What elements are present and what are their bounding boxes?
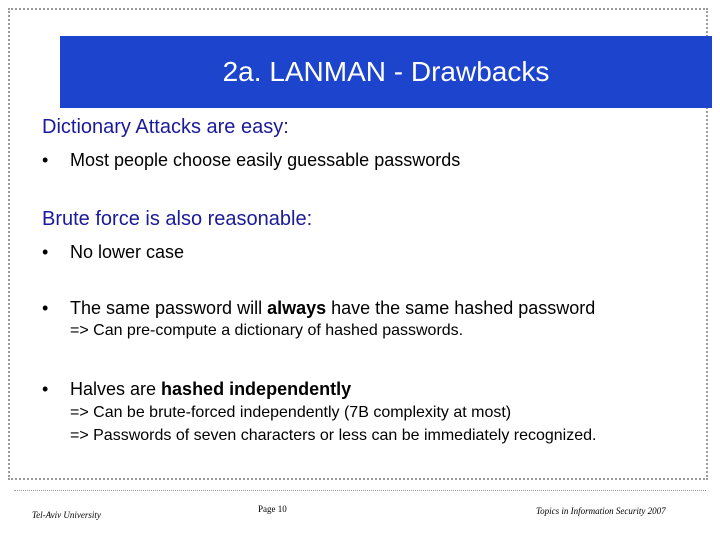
bullet-guessable-passwords [42,150,460,171]
section-heading-brute-force: Brute force is also reasonable: [42,208,313,230]
section-heading-dictionary: Dictionary Attacks are easy: [42,116,289,138]
bullet-dot: • [42,379,49,399]
bullet-text: Halves are [70,379,162,399]
footer-divider [14,490,706,491]
title-bar [60,36,712,108]
bullet-text: The same password will [70,298,268,318]
bullet-text: Most people choose easily guessable passwords [70,150,461,170]
sub-point-seven-chars: => Passwords of seven characters or less can be immediately recognized. [70,427,597,444]
bullet-emphasis: always [267,298,327,318]
bullet-no-lower-case [42,242,184,263]
bullet-halves-independent [42,379,351,400]
bullet-same-hash [42,298,595,319]
slide-title: 2a. LANMAN - Drawbacks [222,56,550,87]
bullet-emphasis: hashed independently [161,379,352,399]
footer-page-number: Page 10 [258,504,287,514]
bullet-dot: • [42,298,49,318]
footer-university: Tel-Aviv University [32,510,101,520]
bullet-text: have the same hashed password [326,298,596,318]
bullet-dot: • [42,150,49,170]
bullet-dot: • [42,242,49,262]
sub-point-precompute: => Can pre-compute a dictionary of hashed passwords. [70,322,464,339]
sub-point-brute-forced: => Can be brute-forced independently (7B complexity at most) [70,404,512,421]
bullet-text: No lower case [70,242,185,262]
footer-course: Topics in Information Security 2007 [536,506,666,516]
